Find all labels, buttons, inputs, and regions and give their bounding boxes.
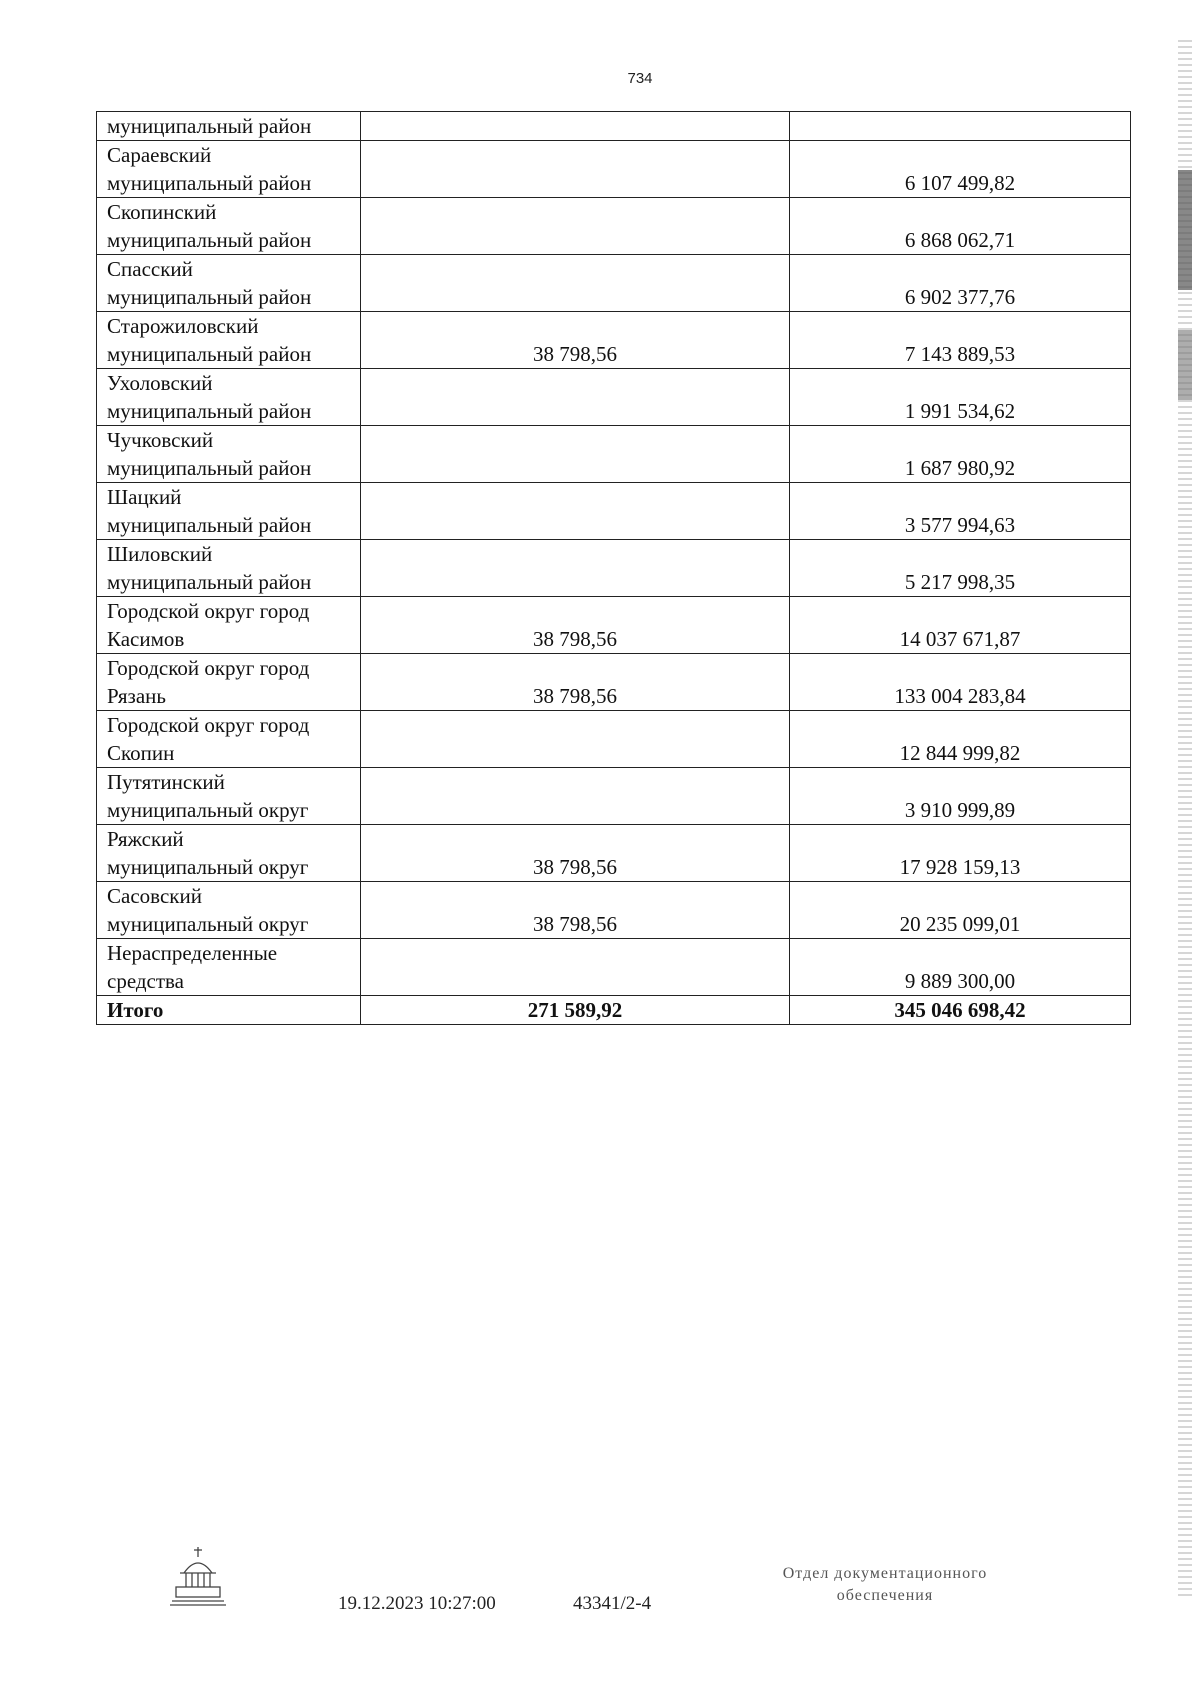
table-row	[97, 255, 1131, 312]
row-value-cell: 6 902 377,76	[790, 255, 1131, 312]
row-name-line: муниципальный округ	[107, 798, 309, 822]
row-name-line: муниципальный район	[107, 456, 312, 480]
row-value-cell: 38 798,56	[361, 825, 790, 882]
table-row	[97, 597, 1131, 654]
row-value-cell: 9 889 300,00	[790, 939, 1131, 996]
footer-doc-number: 43341/2-4	[573, 1593, 652, 1614]
row-name-line: средства	[107, 969, 185, 993]
row-value-cell: 6 868 062,71	[790, 198, 1131, 255]
row-value-cell: 38 798,56	[361, 882, 790, 939]
row-value-cell	[361, 255, 790, 312]
scan-edge-mark	[1178, 330, 1192, 400]
budget-table	[96, 111, 1131, 1025]
row-name-line: муниципальный район	[107, 399, 312, 423]
row-name-line: Шиловский	[107, 542, 213, 566]
row-value-cell: 20 235 099,01	[790, 882, 1131, 939]
row-value-cell	[361, 711, 790, 768]
table-row	[97, 939, 1131, 996]
table-row	[97, 540, 1131, 597]
row-name-line: муниципальный район	[107, 114, 312, 138]
row-value-cell: 12 844 999,82	[790, 711, 1131, 768]
row-value-cell: 38 798,56	[361, 597, 790, 654]
row-name-cell	[97, 141, 361, 198]
row-name-cell	[97, 597, 361, 654]
footer-datetime: 19.12.2023 10:27:00	[338, 1593, 496, 1614]
total-value: 271 589,92	[361, 996, 790, 1025]
row-name-cell	[97, 711, 361, 768]
row-value-cell: 5 217 998,35	[790, 540, 1131, 597]
row-name-line: муниципальный район	[107, 513, 312, 537]
row-name-line: Путятинский	[107, 770, 225, 794]
row-value-cell	[361, 768, 790, 825]
row-value-cell	[361, 939, 790, 996]
row-name-line: муниципальный район	[107, 285, 312, 309]
row-name-line: Сасовский	[107, 884, 202, 908]
row-value-cell: 1 687 980,92	[790, 426, 1131, 483]
row-value-cell: 1 991 534,62	[790, 369, 1131, 426]
row-name-cell	[97, 882, 361, 939]
table-row	[97, 141, 1131, 198]
table-row	[97, 654, 1131, 711]
row-value-cell: 14 037 671,87	[790, 597, 1131, 654]
row-name-cell	[97, 540, 361, 597]
row-name-line: Нераспределенные	[107, 941, 278, 965]
row-value-cell: 3 910 999,89	[790, 768, 1131, 825]
row-value-cell	[790, 112, 1131, 141]
row-value-cell: 133 004 283,84	[790, 654, 1131, 711]
row-name-cell	[97, 483, 361, 540]
table-row	[97, 112, 1131, 141]
row-name-cell	[97, 825, 361, 882]
row-name-line: Старожиловский	[107, 314, 259, 338]
row-name-line: Городской округ город	[107, 713, 310, 737]
row-name-line: муниципальный район	[107, 171, 312, 195]
row-name-line: Касимов	[107, 627, 185, 651]
row-name-line: Сараевский	[107, 143, 212, 167]
total-label: Итого	[97, 996, 361, 1025]
table-row	[97, 483, 1131, 540]
table-row	[97, 882, 1131, 939]
row-name-line: муниципальный район	[107, 570, 312, 594]
row-value-cell: 38 798,56	[361, 654, 790, 711]
table-row	[97, 312, 1131, 369]
row-name-line: Ухоловский	[107, 371, 213, 395]
row-name-line: Шацкий	[107, 485, 182, 509]
page-number: 734	[627, 70, 653, 87]
stamp-line-1: Отдел документационного	[782, 1565, 988, 1582]
table-row	[97, 426, 1131, 483]
row-name-line: муниципальный округ	[107, 912, 309, 936]
row-name-line: муниципальный округ	[107, 855, 309, 879]
duma-logo-icon	[168, 1545, 228, 1607]
table-row	[97, 369, 1131, 426]
row-value-cell: 38 798,56	[361, 312, 790, 369]
row-value-cell: 3 577 994,63	[790, 483, 1131, 540]
row-name-line: муниципальный район	[107, 342, 312, 366]
row-name-cell	[97, 198, 361, 255]
row-name-cell	[97, 369, 361, 426]
row-name-line: Рязань	[107, 684, 166, 708]
row-value-cell	[361, 198, 790, 255]
department-stamp	[720, 1563, 1050, 1607]
row-name-line: Спасский	[107, 257, 193, 281]
row-value-cell	[361, 540, 790, 597]
row-name-cell	[97, 939, 361, 996]
scan-edge-mark	[1178, 170, 1192, 290]
table-row	[97, 711, 1131, 768]
row-name-line: Городской округ город	[107, 599, 310, 623]
row-value-cell: 6 107 499,82	[790, 141, 1131, 198]
row-name-line: Ряжский	[107, 827, 184, 851]
row-name-cell	[97, 112, 361, 141]
row-value-cell: 7 143 889,53	[790, 312, 1131, 369]
total-row	[97, 996, 1131, 1025]
row-value-cell	[361, 141, 790, 198]
row-name-line: Скопин	[107, 741, 175, 765]
row-name-line: муниципальный район	[107, 228, 312, 252]
row-name-cell	[97, 426, 361, 483]
row-name-cell	[97, 312, 361, 369]
total-value: 345 046 698,42	[790, 996, 1131, 1025]
row-value-cell	[361, 426, 790, 483]
table-body	[97, 112, 1131, 1025]
row-name-cell	[97, 768, 361, 825]
table-row	[97, 198, 1131, 255]
row-value-cell: 17 928 159,13	[790, 825, 1131, 882]
row-name-line: Чучковский	[107, 428, 214, 452]
row-value-cell	[361, 483, 790, 540]
row-name-cell	[97, 255, 361, 312]
table-row	[97, 768, 1131, 825]
row-name-line: Скопинский	[107, 200, 217, 224]
row-name-line: Городской округ город	[107, 656, 310, 680]
stamp-line-2: обеспечения	[836, 1587, 934, 1604]
row-value-cell	[361, 369, 790, 426]
table-row	[97, 825, 1131, 882]
row-value-cell	[361, 112, 790, 141]
row-name-cell	[97, 654, 361, 711]
